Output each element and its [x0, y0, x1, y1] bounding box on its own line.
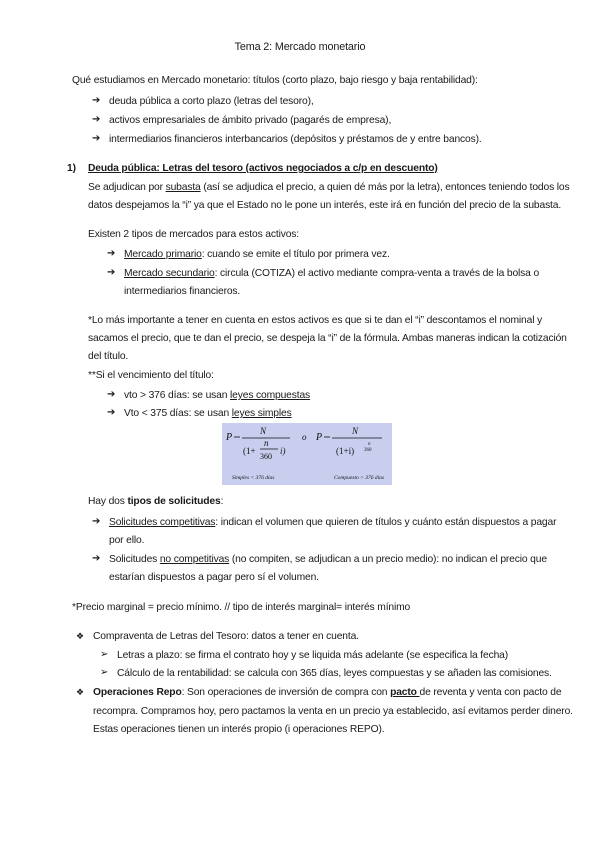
- note-line: **Si el vencimiento del título:: [88, 370, 214, 381]
- arrowhead-icon: ➢: [100, 667, 109, 678]
- maturity-item: vto > 376 días: se usan leyes compuestas: [124, 390, 311, 401]
- marginal-note: *Precio marginal = precio mínimo. // tipo de interés marginal= interés mínimo: [72, 602, 411, 613]
- note-line: *Lo más importante a tener en cuenta en estos activos es que si te dan el “i” descontamos el nominal y: [88, 315, 543, 326]
- arrow-icon: ➔: [92, 114, 101, 125]
- svg-text:N: N: [260, 426, 267, 436]
- section-heading: Deuda pública: Letras del tesoro (activos negociados a c/p en descuento): [88, 163, 438, 174]
- formula-caption-compound: Compuesto > 376 días: [334, 475, 385, 481]
- intro-text: Qué estudiamos en Mercado monetario: títulos (corto plazo, bajo riesgo y baja rentabilidad):: [72, 75, 478, 86]
- market-item: Mercado secundario: circula (COTIZA) el activo mediante compra-venta a través de la bolsa o: [124, 268, 540, 279]
- arrow-icon: ➔: [107, 389, 116, 400]
- request-item-cont: estarían dispuestos a pagar pero sí el volumen.: [109, 572, 319, 583]
- svg-text:i): i): [280, 446, 286, 456]
- formula-image: [222, 423, 392, 485]
- arrowhead-icon: ➢: [100, 649, 109, 660]
- paragraph-line: Hay dos tipos de solicitudes:: [88, 496, 224, 507]
- paragraph-line: Se adjudican por subasta (así se adjudica el precio, a quien dé más por la letra), entonces teniendo todos los: [88, 182, 570, 193]
- market-item: Mercado primario: cuando se emite el título por primera vez.: [124, 249, 390, 260]
- svg-text:P: P: [226, 432, 233, 443]
- svg-text:(1+: (1+: [243, 446, 256, 456]
- arrow-icon: ➔: [92, 133, 101, 144]
- arrow-icon: ➔: [92, 516, 101, 527]
- note-line: sacamos el precio, que te dan el precio, se despeja la “i” de la fórmula. Ambas maneras indican la cotización: [88, 333, 567, 344]
- svg-text:n: n: [368, 442, 371, 447]
- diamond-bullet-icon: ❖: [76, 687, 85, 697]
- repo-line: Operaciones Repo: Son operaciones de inversión de compra con pacto de reventa y venta con pacto de: [93, 687, 562, 698]
- svg-text:360: 360: [364, 448, 372, 453]
- svg-text:n: n: [264, 438, 269, 448]
- svg-text:o: o: [302, 432, 307, 442]
- intro-item: deuda pública a corto plazo (letras del tesoro),: [109, 96, 314, 107]
- svg-text:360: 360: [260, 452, 272, 461]
- request-item-cont: por ello.: [109, 535, 145, 546]
- arrow-icon: ➔: [92, 95, 101, 106]
- request-item: Solicitudes competitivas: indican el volumen que quieren de títulos y cuánto están dispuestos a pagar: [109, 517, 557, 528]
- arrow-icon: ➔: [107, 248, 116, 259]
- svg-text:P: P: [316, 432, 323, 443]
- paragraph-line: datos despejamos la “i” ya que el Estado no le pone un interés, este irá en función del precio de la subasta.: [88, 200, 562, 211]
- intro-item: activos empresariales de ámbito privado (pagarés de empresa),: [109, 115, 392, 126]
- arrow-icon: ➔: [107, 407, 116, 418]
- paragraph-line: Existen 2 tipos de mercados para estos activos:: [88, 229, 300, 240]
- svg-text:N: N: [352, 426, 359, 436]
- section-number: 1): [67, 163, 76, 174]
- svg-text:(1+i): (1+i): [336, 446, 355, 456]
- note-line: del título.: [88, 351, 129, 362]
- diamond-bullet-icon: ❖: [76, 631, 85, 641]
- repo-line: Estas operaciones tienen un interés propio (i operaciones REPO).: [93, 724, 385, 735]
- market-item-cont: intermediarios financieros.: [124, 286, 241, 297]
- sub-bullet-item: Cálculo de la rentabilidad: se calcula con 365 días, leyes compuestas y se añaden las comisiones.: [117, 668, 552, 679]
- maturity-item: Vto < 375 días: se usan leyes simples: [124, 408, 292, 419]
- request-item: Solicitudes no competitivas (no compiten, se adjudican a un precio medio): no indican el precio que: [109, 554, 547, 565]
- arrow-icon: ➔: [107, 267, 116, 278]
- bullet-item: Compraventa de Letras del Tesoro: datos a tener en cuenta.: [93, 631, 359, 642]
- sub-bullet-item: Letras a plazo: se firma el contrato hoy y se liquida más adelante (se especifica la fecha): [117, 650, 509, 661]
- repo-line: recompra. Compramos hoy, pero pactamos la venta en un precio ya establecido, así evitamos perder dinero.: [93, 706, 573, 717]
- formula-caption-simple: Simples < 376 días: [232, 475, 275, 481]
- arrow-icon: ➔: [92, 553, 101, 564]
- intro-item: intermediarios financieros interbancarios (depósitos y préstamos de y entre bancos).: [109, 134, 482, 145]
- page-title: Tema 2: Mercado monetario: [234, 41, 366, 53]
